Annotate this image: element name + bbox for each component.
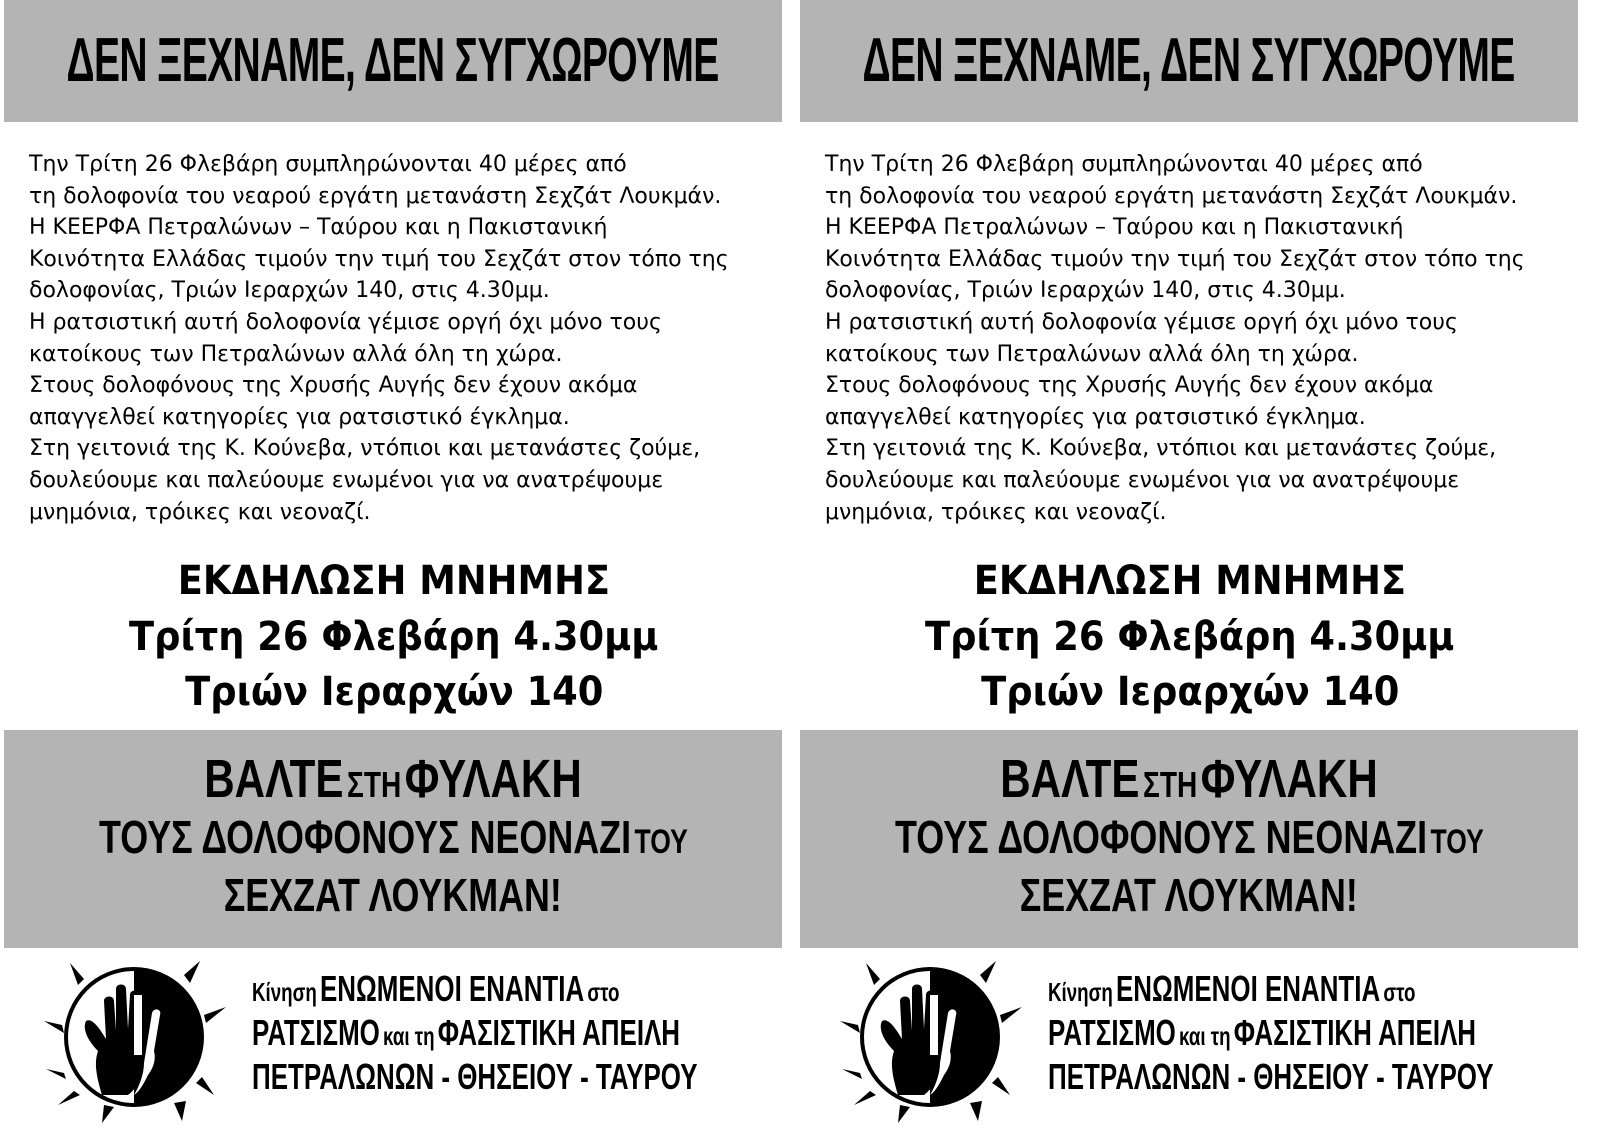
headline-band — [800, 0, 1578, 122]
body-line: Κοινότητα Ελλάδας τιμούν την τιμή του Σεχζάτ στον τόπο της — [825, 246, 1525, 272]
org-line-3: ΠΕΤΡΑΛΩΝΩΝ - ΘΗΣΕΙΟΥ - ΤΑΥΡΟΥ — [1048, 1056, 1494, 1097]
slogan-line-1: ΒΑΛΤΕ ΣΤΗ ΦΥΛΑΚΗ — [204, 749, 582, 809]
org-line-1: Κίνηση ΕΝΩΜΕΝΟΙ ΕΝΑΝΤΙΑ στο — [1048, 968, 1416, 1009]
slogan-band — [800, 730, 1578, 948]
body-line: μνημόνια, τρόικες και νεοναζί. — [29, 499, 371, 525]
org-line-1: Κίνηση ΕΝΩΜΕΝΟΙ ΕΝΑΝΤΙΑ στο — [252, 968, 620, 1009]
body-text — [29, 149, 774, 528]
slogan-line-3: ΣΕΧΖΑΤ ΛΟΥΚΜΑΝ! — [223, 869, 563, 921]
org-name — [1048, 968, 1588, 1100]
body-line: τη δολοφονία του νεαρού εργάτη μετανάστη Σεχζάτ Λουκμάν. — [29, 183, 722, 209]
body-line: δουλεύουμε και παλεύουμε ενωμένοι για να ανατρέψουμε — [29, 467, 664, 493]
body-line: Την Τρίτη 26 Φλεβάρη συμπληρώνονται 40 μέρες από — [825, 152, 1423, 177]
body-line: Η ρατσιστική αυτή δολοφονία γέμισε οργή όχι μόνο τους — [825, 309, 1458, 335]
event-title: ΕΚΔΗΛΩΣΗ ΜΝΗΜΗΣ — [973, 558, 1407, 604]
body-line: απαγγελθεί κατηγορίες για ρατσιστικό έγκλημα. — [825, 404, 1366, 430]
body-line: Στους δολοφόνους της Χρυσής Αυγής δεν έχουν ακόμα — [29, 373, 638, 399]
slogan-band — [4, 730, 782, 948]
hand-circle-logo-icon — [44, 955, 244, 1125]
flyer-right — [800, 0, 1580, 1131]
event-place: Τριών Ιεραρχών 140 — [980, 669, 1400, 715]
body-line: Η ρατσιστική αυτή δολοφονία γέμισε οργή όχι μόνο τους — [29, 309, 662, 335]
slogan-line-3: ΣΕΧΖΑΤ ΛΟΥΚΜΑΝ! — [1019, 869, 1359, 921]
slogan-line-2: ΤΟΥΣ ΔΟΛΟΦΟΝΟΥΣ ΝΕΟΝΑΖΙ ΤΟΥ — [894, 811, 1484, 863]
org-line-2: ΡΑΤΣΙΣΜΟ και τη ΦΑΣΙΣΤΙΚΗ ΑΠΕΙΛΗ — [252, 1012, 681, 1053]
body-line: μνημόνια, τρόικες και νεοναζί. — [825, 499, 1167, 525]
event-block — [800, 553, 1580, 719]
headline: ΔΕΝ ΞΕΧΝΑΜΕ, ΔΕΝ ΣΥΓΧΩΡΟΥΜΕ — [862, 26, 1516, 95]
body-line: τη δολοφονία του νεαρού εργάτη μετανάστη Σεχζάτ Λουκμάν. — [825, 183, 1518, 209]
body-line: Στη γειτονιά της Κ. Κούνεβα, ντόπιοι και μετανάστες ζούμε, — [29, 436, 701, 462]
slogan-line-2: ΤΟΥΣ ΔΟΛΟΦΟΝΟΥΣ ΝΕΟΝΑΖΙ ΤΟΥ — [98, 811, 688, 863]
org-line-3: ΠΕΤΡΑΛΩΝΩΝ - ΘΗΣΕΙΟΥ - ΤΑΥΡΟΥ — [252, 1056, 698, 1097]
body-line: Την Τρίτη 26 Φλεβάρη συμπληρώνονται 40 μέρες από — [29, 152, 627, 177]
org-line-2: ΡΑΤΣΙΣΜΟ και τη ΦΑΣΙΣΤΙΚΗ ΑΠΕΙΛΗ — [1048, 1012, 1477, 1053]
slogan-line-1: ΒΑΛΤΕ ΣΤΗ ΦΥΛΑΚΗ — [1000, 749, 1378, 809]
body-line: κατοίκους των Πετραλώνων αλλά όλη τη χώρα. — [29, 341, 563, 367]
body-line: δουλεύουμε και παλεύουμε ενωμένοι για να ανατρέψουμε — [825, 467, 1460, 493]
body-line: Η ΚΕΕΡΦΑ Πετραλώνων – Ταύρου και η Πακιστανική — [29, 215, 608, 241]
event-title: ΕΚΔΗΛΩΣΗ ΜΝΗΜΗΣ — [177, 558, 611, 604]
flyer-left — [4, 0, 784, 1131]
body-line: Στους δολοφόνους της Χρυσής Αυγής δεν έχουν ακόμα — [825, 373, 1434, 399]
body-line: Η ΚΕΕΡΦΑ Πετραλώνων – Ταύρου και η Πακιστανική — [825, 215, 1404, 241]
body-line: απαγγελθεί κατηγορίες για ρατσιστικό έγκλημα. — [29, 404, 570, 430]
event-block — [4, 553, 784, 719]
headline-band — [4, 0, 782, 122]
headline: ΔΕΝ ΞΕΧΝΑΜΕ, ΔΕΝ ΣΥΓΧΩΡΟΥΜΕ — [66, 26, 720, 95]
body-line: δολοφονίας, Τριών Ιεραρχών 140, στις 4.30μμ. — [825, 278, 1346, 304]
event-date: Τρίτη 26 Φλεβάρη 4.30μμ — [129, 614, 659, 660]
body-line: Στη γειτονιά της Κ. Κούνεβα, ντόπιοι και μετανάστες ζούμε, — [825, 436, 1497, 462]
body-line: κατοίκους των Πετραλώνων αλλά όλη τη χώρα. — [825, 341, 1359, 367]
event-date: Τρίτη 26 Φλεβάρη 4.30μμ — [925, 614, 1455, 660]
body-line: Κοινότητα Ελλάδας τιμούν την τιμή του Σεχζάτ στον τόπο της — [29, 246, 729, 272]
body-line: δολοφονίας, Τριών Ιεραρχών 140, στις 4.30μμ. — [29, 278, 550, 304]
body-text — [825, 149, 1570, 528]
org-name — [252, 968, 792, 1100]
hand-circle-logo-icon — [840, 955, 1040, 1125]
event-place: Τριών Ιεραρχών 140 — [184, 669, 604, 715]
